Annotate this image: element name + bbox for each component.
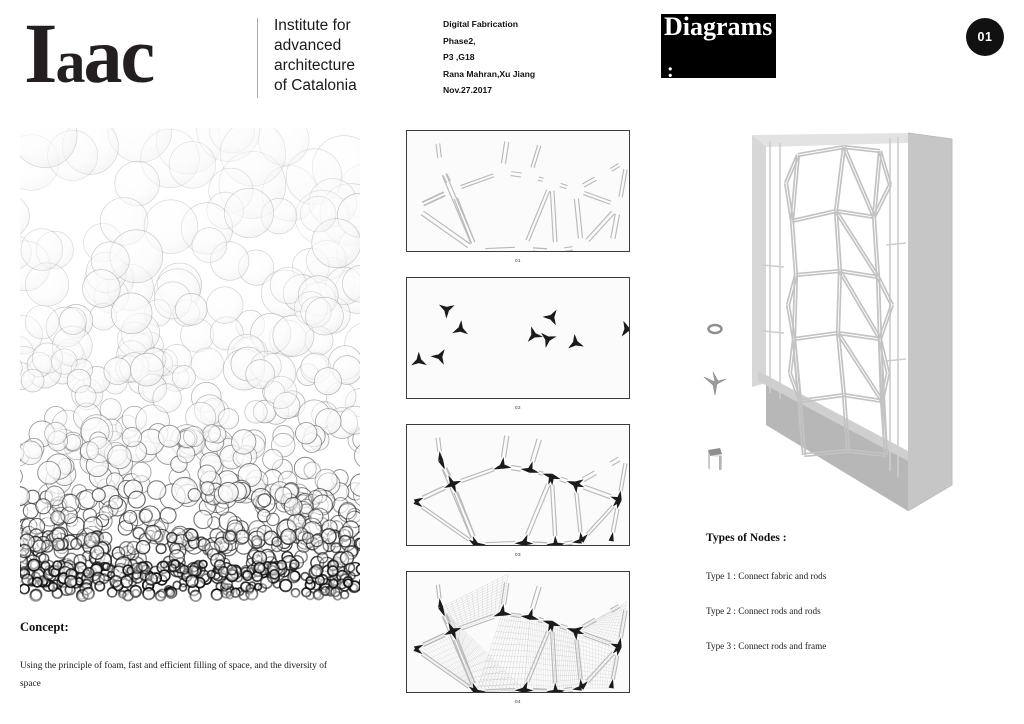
concept-text-block [20, 620, 360, 694]
logo-wordmark-line-3: architecture [274, 56, 355, 74]
section-title: Diagrams [664, 12, 773, 41]
wall-frame-lattice-graphic [740, 125, 985, 515]
diagram-rods-lattice [407, 131, 629, 251]
axonometric-wall-render [740, 125, 985, 515]
node-type-row-1: Type 1 : Connect fabric and rods [706, 571, 827, 581]
node-type-row-2: Type 2 : Connect rods and rods [706, 606, 821, 616]
page-number-badge: 01 [966, 18, 1004, 56]
node-type-3-icon [698, 441, 732, 475]
logo-divider [257, 18, 258, 98]
foam-reference-image [20, 128, 360, 613]
node-type-1-icon [698, 312, 732, 346]
node-type-2-icon [698, 366, 732, 400]
logo-wordmark-line-4: of Catalonia [274, 76, 357, 94]
diagram-panel-02 [406, 277, 630, 399]
meta-date: Nov.27.2017 [443, 85, 493, 95]
foam-bubbles-graphic [20, 128, 360, 613]
section-title-box [661, 12, 776, 82]
logo-wordmark-line-1: Institute for [274, 17, 351, 34]
meta-group: P3 ,G18 [443, 52, 475, 62]
diagram-fabric-mesh-assembly [407, 572, 629, 692]
diagram-nodes-scatter [407, 278, 629, 398]
diagram-caption-04: 04 [515, 699, 521, 704]
logo-wordmark [274, 16, 394, 96]
diagram-caption-01: 01 [515, 258, 521, 263]
logo-letter-i: I [24, 5, 56, 101]
types-of-nodes-block [706, 532, 1006, 676]
iaac-logo [24, 5, 364, 101]
node-type-row-3: Type 3 : Connect rods and frame [706, 641, 827, 651]
diagram-caption-03: 03 [515, 552, 521, 557]
node-bracket-icon [698, 441, 732, 475]
logo-letter-a2: a [83, 12, 121, 99]
types-of-nodes-heading: Types of Nodes : [706, 532, 787, 544]
logo-wordmark-line-2: advanced [274, 36, 342, 54]
meta-course: Digital Fabrication [443, 19, 518, 29]
node-ring-icon [698, 312, 732, 346]
project-metadata [443, 16, 535, 99]
meta-authors: Rana Mahran,Xu Jiang [443, 68, 536, 79]
logo-letter-a1: a [55, 29, 84, 95]
diagram-rods-and-nodes [407, 425, 629, 545]
diagram-panel-01 [406, 130, 630, 252]
section-title-colon: : [667, 60, 674, 82]
page-header [0, 0, 1024, 112]
diagram-panel-04 [406, 571, 630, 693]
node-tripod-icon [698, 366, 732, 400]
logo-letter-c: c [120, 12, 154, 99]
concept-heading: Concept: [20, 620, 69, 634]
concept-body: Using the principle of foam, fast and efficient filling of space, and the diversity of space [20, 661, 328, 690]
diagram-caption-02: 02 [515, 405, 521, 410]
iaac-logo-mark [24, 5, 154, 101]
meta-phase: Phase2, [443, 35, 476, 46]
diagram-panel-03 [406, 424, 630, 546]
